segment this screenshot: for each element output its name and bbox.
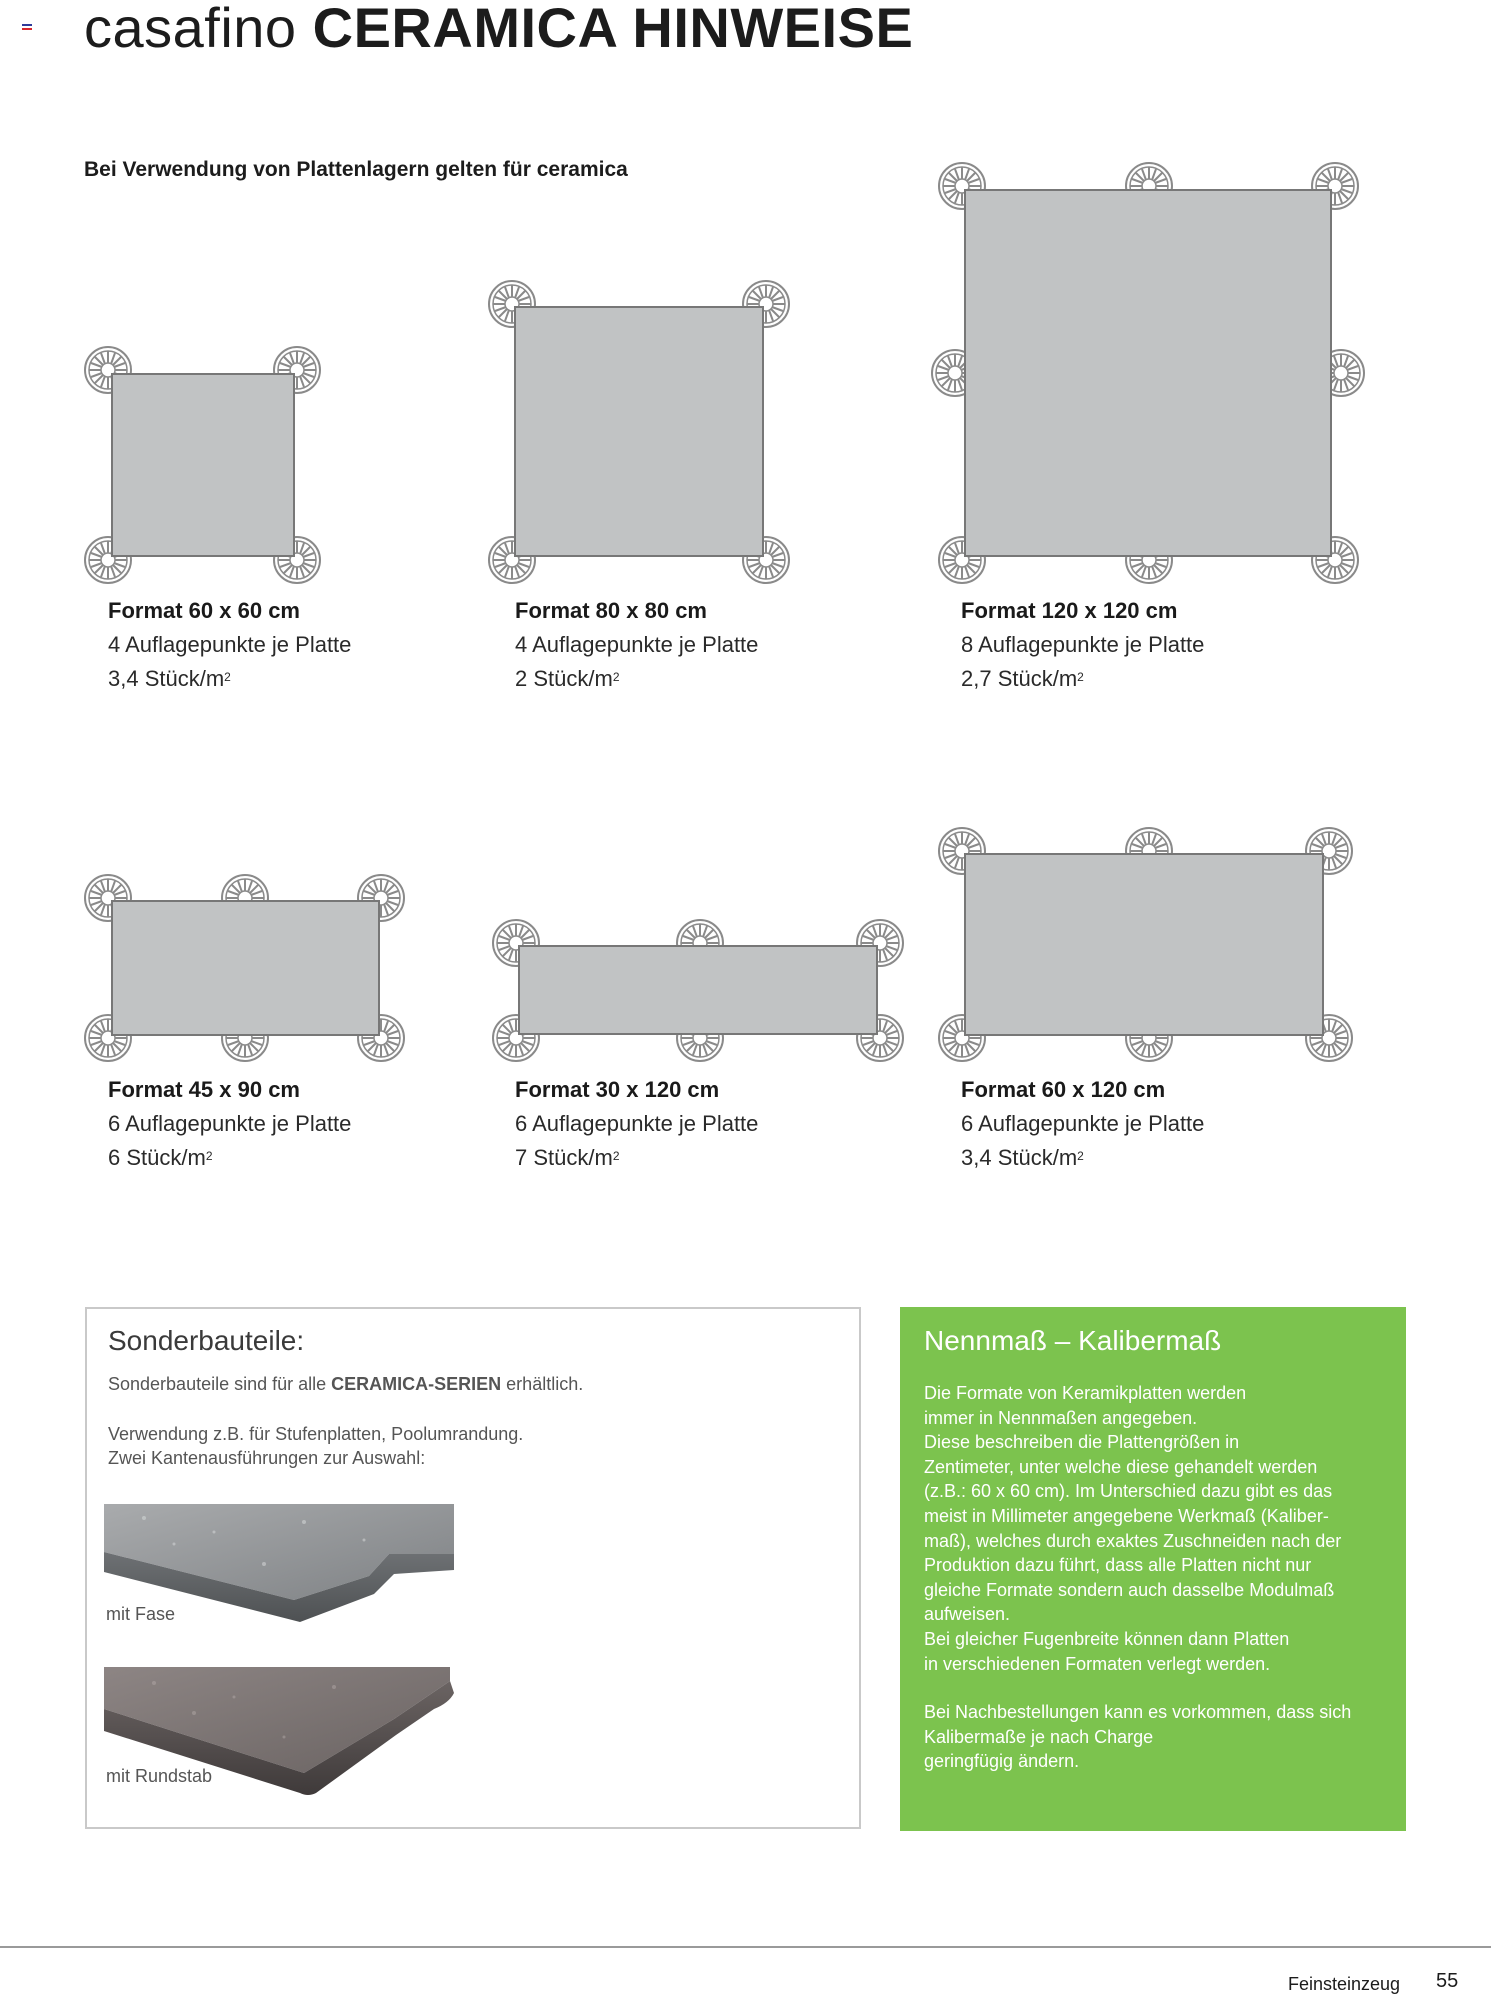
support-points: 6 Auflagepunkte je Platte — [108, 1111, 352, 1136]
brand-name: casafino — [84, 0, 297, 59]
nennmass-paragraph-1: Die Formate von Keramikplatten werden immer in Nennmaßen angegeben. Diese beschreiben die Plattengrößen in Zentimeter, unter welche diese gehandelt werden (z.B.: 60 x 60 cm). Im Unterschied dazu gibt es das meist in Millimeter angegebene Werkmaß (Kaliber- maß), welches durch exaktes Zuschneiden nach der Produktion dazu führt, dass alle Platten nicht nur gleiche Formate sondern auch dasselbe Modulmaß aufweisen. Bei gleicher Fugenbreite können dann Platten in verschiedenen Formaten verlegt werden. — [924, 1383, 1342, 1674]
format-label: Format 120 x 120 cm — [961, 598, 1178, 623]
pieces-per-sqm: 2 Stück/$m^2$ — [515, 666, 620, 691]
format-label: Format 80 x 80 cm — [515, 598, 707, 623]
intro-heading: Bei Verwendung von Plattenlagern gelten für ceramica — [84, 158, 628, 181]
support-points: 4 Auflagepunkte je Platte — [108, 632, 352, 657]
support-points: 6 Auflagepunkte je Platte — [515, 1111, 759, 1136]
tile-80x80 — [489, 281, 789, 583]
pieces-per-sqm: 6 Stück/$m^2$ — [108, 1145, 213, 1170]
format-label: Format 45 x 90 cm — [108, 1077, 300, 1102]
support-points: 6 Auflagepunkte je Platte — [961, 1111, 1205, 1136]
footer-divider — [0, 1946, 1491, 1948]
edge-rundstab-label: mit Rundstab — [106, 1766, 213, 1786]
caption-80x80 — [515, 594, 758, 696]
pieces-per-sqm: 3,4 Stück/$m^2$ — [961, 1145, 1084, 1170]
tile-60x60 — [85, 347, 320, 583]
tile-45x90 — [85, 875, 404, 1061]
tile-30x120 — [493, 920, 903, 1061]
format-label: Format 60 x 60 cm — [108, 598, 300, 623]
caption-60x120 — [961, 1073, 1204, 1175]
nennmass-paragraph-2: Bei Nachbestellungen kann es vorkommen, dass sich Kalibermaße je nach Charge geringfügig ändern. — [924, 1702, 1352, 1772]
caption-120x120 — [961, 594, 1204, 696]
pieces-per-sqm: 3,4 Stück/$m^2$ — [108, 666, 231, 691]
caption-60x60 — [108, 594, 351, 696]
tile-60x120 — [939, 828, 1352, 1061]
caption-45x90 — [108, 1073, 351, 1175]
support-points: 8 Auflagepunkte je Platte — [961, 632, 1205, 657]
special-parts-line2: Verwendung z.B. für Stufenplatten, Poolumrandung. — [108, 1424, 524, 1444]
title-text: CERAMICA HINWEISE — [312, 0, 914, 59]
page-number: 55 — [1436, 1970, 1459, 1992]
format-label: Format 30 x 120 cm — [515, 1077, 720, 1102]
tile-120x120 — [932, 163, 1364, 583]
special-parts-line1: Sonderbauteile sind für alle CERAMICA-SERIEN erhältlich. — [108, 1374, 584, 1394]
footer-section: Feinsteinzeug — [1288, 1974, 1401, 1994]
format-label: Format 60 x 120 cm — [961, 1077, 1166, 1102]
special-parts-title: Sonderbauteile: — [108, 1325, 305, 1356]
pieces-per-sqm: 7 Stück/$m^2$ — [515, 1145, 620, 1170]
nennmass-title: Nennmaß – Kalibermaß — [924, 1325, 1222, 1356]
pieces-per-sqm: 2,7 Stück/$m^2$ — [961, 666, 1084, 691]
special-parts-line3: Zwei Kantenausführungen zur Auswahl: — [108, 1448, 426, 1468]
edge-fase-label: mit Fase — [106, 1604, 176, 1624]
support-points: 4 Auflagepunkte je Platte — [515, 632, 759, 657]
caption-30x120 — [515, 1073, 758, 1175]
